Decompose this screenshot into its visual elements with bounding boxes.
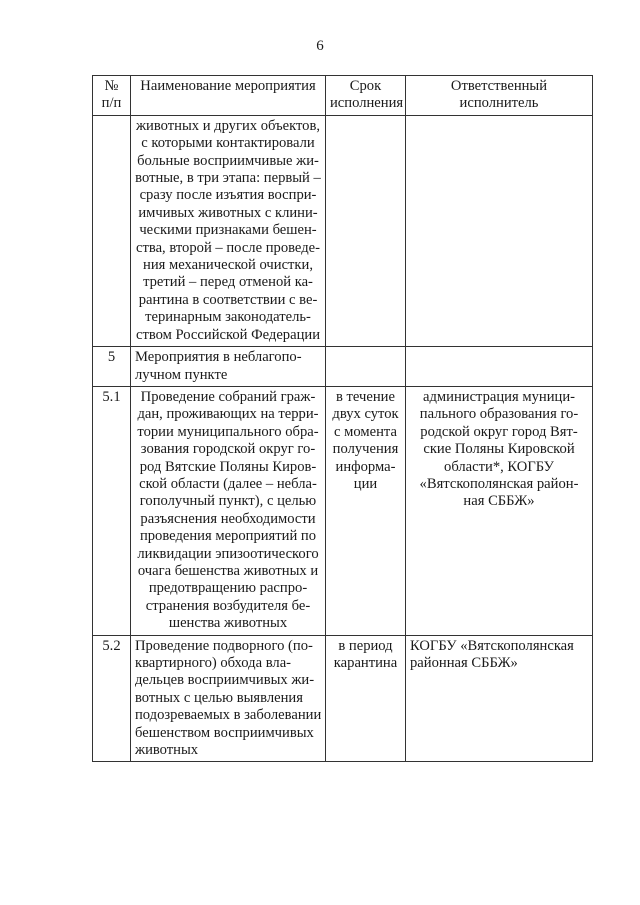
row-deadline (326, 347, 406, 387)
text-line: в период (338, 637, 393, 654)
text-line: с которыми контактировали (141, 135, 315, 152)
text-line: гополучный пункт), с целью (139, 493, 317, 510)
text-line: КОГБУ «Вятскополянская (410, 637, 574, 654)
page-number: 6 (316, 38, 324, 54)
text-line: предотвращению распро- (148, 580, 308, 597)
text-line: администрация муници- (423, 388, 575, 405)
text-line: Срок (349, 78, 382, 94)
text-line: имчивых животных с клини- (138, 204, 318, 221)
text-line: род Вятские Поляны Киров- (139, 458, 317, 475)
text-line: дан, проживающих на терри- (137, 406, 319, 423)
text-line: теринарным законодатель- (145, 309, 311, 326)
text-line: Проведение собраний граж- (140, 388, 316, 405)
row-responsible (406, 115, 593, 346)
text-line: ством Российской Федерации (135, 326, 321, 343)
row-deadline (326, 635, 406, 762)
table-row-5-2 (93, 635, 593, 762)
text-line: дельцев восприимчивых жи- (135, 672, 315, 689)
text-line: Наименование мероприятия (140, 78, 316, 94)
row-num (93, 115, 131, 346)
text-line: получения (332, 441, 399, 458)
row-responsible (406, 347, 593, 387)
row-name (131, 386, 326, 635)
text-line: ния механической очистки, (143, 257, 313, 274)
text-line: п/п (101, 95, 122, 112)
text-line: карантина (333, 655, 398, 671)
text-line: в течение (336, 388, 395, 405)
table-row-5-1 (93, 386, 593, 635)
row-name (131, 115, 326, 346)
table-row-section-5 (93, 347, 593, 387)
text-line: исполнитель (459, 95, 539, 112)
text-line: ства, второй – после проведе- (136, 239, 320, 256)
text-line: разъяснения необходимости (140, 510, 316, 527)
text-line: очага бешенства животных и (137, 562, 319, 579)
text-line: странения возбудителя бе- (145, 597, 311, 614)
header-responsible (406, 76, 593, 116)
text-line: двух суток (332, 406, 399, 423)
row-deadline (326, 115, 406, 346)
activities-table (92, 75, 593, 762)
text-line: Проведение подворного (по- (135, 637, 313, 654)
header-deadline (326, 76, 406, 116)
text-line: животных и других объектов, (135, 117, 321, 134)
table-header-row (93, 76, 593, 116)
text-line: Ответственный (450, 78, 548, 94)
text-line: ские Поляны Кировской (423, 441, 575, 458)
header-name (131, 76, 326, 116)
text-line: третий – перед отменой ка- (143, 274, 313, 291)
row-name (131, 635, 326, 762)
text-line: области*, КОГБУ (444, 458, 554, 475)
text-line: информа- (335, 458, 396, 475)
text-line: ная СББЖ» (463, 493, 535, 510)
text-line: сразу после изъятия воспри- (139, 187, 317, 204)
text-line: тории муниципального обра- (137, 423, 319, 440)
text-line: шенства животных (168, 615, 288, 632)
text-line: исполнения (330, 95, 404, 112)
text-line: бешенством восприимчивых (135, 724, 314, 741)
text-line: «Вятскополянская район- (419, 475, 579, 492)
row-responsible (406, 386, 593, 635)
text-line: больные восприимчивые жи- (137, 152, 319, 169)
text-line: ликвидации эпизоотического (137, 545, 319, 562)
row-num: 5 (93, 347, 131, 387)
text-line: проведения мероприятий по (139, 528, 317, 545)
text-line: вотных с целью выявления (135, 689, 303, 706)
text-line: животных (135, 742, 199, 759)
text-line: ской области (далее – небла- (139, 475, 317, 492)
text-line: пального образования го- (419, 406, 579, 423)
text-line: с момента (334, 423, 397, 440)
text-line: подозреваемых в заболевании (135, 707, 322, 724)
text-line: лучном пункте (135, 366, 228, 383)
text-line: районная СББЖ» (410, 655, 518, 671)
row-name (131, 347, 326, 387)
header-num (93, 76, 131, 116)
text-line: ции (353, 475, 378, 492)
text-line: квартирного) обхода вла- (135, 655, 292, 671)
text-line: родской округ город Вят- (420, 423, 578, 440)
text-line: № (104, 78, 119, 94)
row-responsible (406, 635, 593, 762)
row-deadline (326, 386, 406, 635)
text-line: Мероприятия в неблагопо- (135, 349, 302, 366)
text-line: зования городской округ го- (140, 441, 316, 458)
row-num: 5.1 (93, 386, 131, 635)
text-line: вотные, в три этапа: первый – (135, 170, 321, 187)
text-line: рантина в соответствии с ве- (138, 291, 318, 308)
row-num: 5.2 (93, 635, 131, 762)
text-line: ческими признаками бешен- (139, 222, 317, 239)
table-row-continuation (93, 115, 593, 346)
